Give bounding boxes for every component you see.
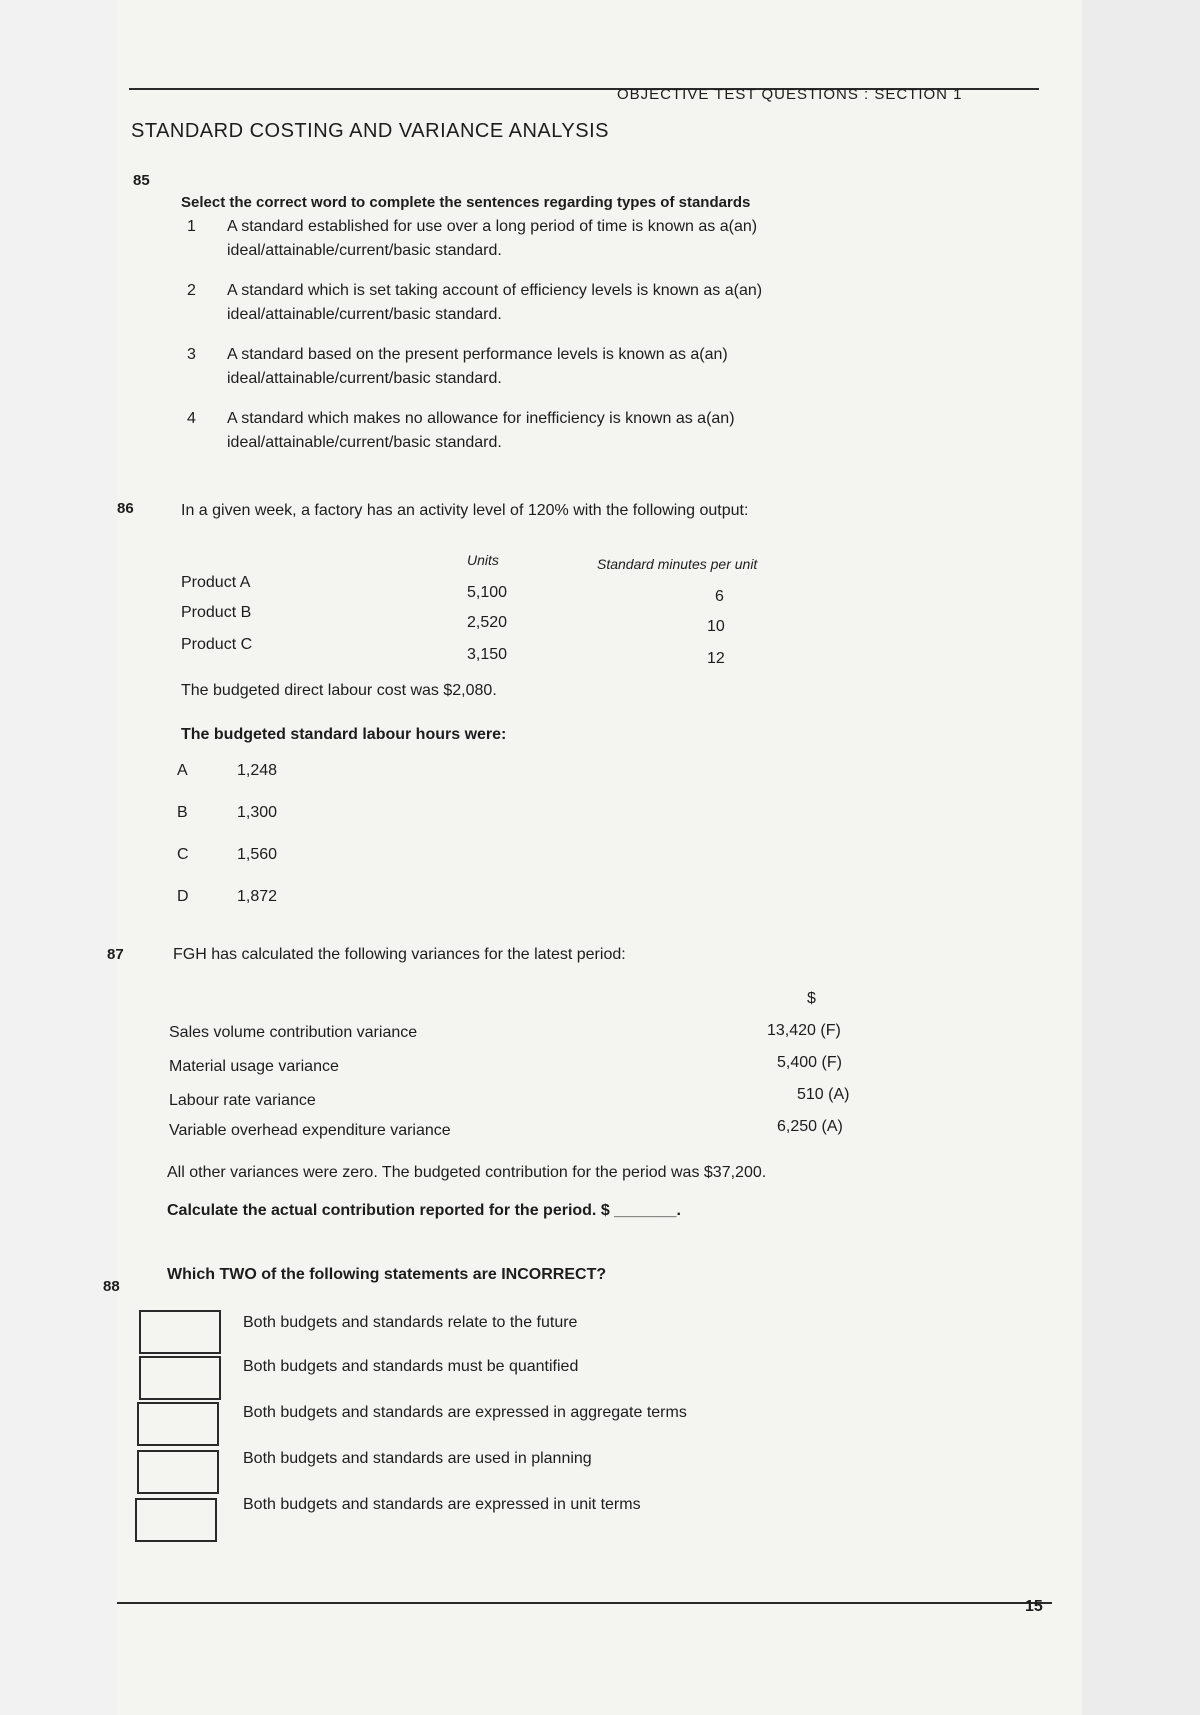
item-line: A standard established for use over a long period of time is known as a(an) — [227, 218, 758, 235]
question-number: 85 — [133, 172, 150, 189]
item-line: A standard which is set taking account of efficiency levels is known as a(an) — [227, 282, 763, 299]
answer-option: Both budgets and standards must be quantified — [243, 1358, 579, 1375]
option-value: 1,560 — [237, 846, 278, 863]
table-cell-minutes: 6 — [715, 588, 724, 605]
table-row-product: Product A — [181, 574, 251, 591]
option-letter: A — [177, 762, 188, 779]
variance-value: 13,420 (F) — [767, 1022, 841, 1039]
question-prompt: Which TWO of the following statements are INCORRECT? — [167, 1266, 607, 1283]
question-text: The budgeted standard labour hours were: — [181, 726, 507, 743]
question-number: 86 — [117, 500, 134, 517]
item-line: ideal/attainable/current/basic standard. — [227, 306, 502, 323]
answer-checkbox[interactable] — [135, 1498, 217, 1542]
option-letter: B — [177, 804, 188, 821]
answer-option: Both budgets and standards are expressed in unit terms — [243, 1496, 641, 1513]
answer-checkbox[interactable] — [139, 1356, 221, 1400]
column-header-units: Units — [467, 552, 499, 568]
table-cell-minutes: 12 — [707, 650, 725, 667]
table-cell-units: 2,520 — [467, 614, 508, 631]
variance-label: Material usage variance — [169, 1058, 339, 1075]
table-cell-minutes: 10 — [707, 618, 725, 635]
footer-rule — [117, 1602, 1052, 1604]
option-value: 1,872 — [237, 888, 278, 905]
page-number: 15 — [1025, 1598, 1043, 1615]
answer-checkbox[interactable] — [137, 1450, 219, 1494]
question-prompt: FGH has calculated the following variances for the latest period: — [173, 946, 626, 963]
item-line: ideal/attainable/current/basic standard. — [227, 434, 502, 451]
question-prompt: In a given week, a factory has an activity level of 120% with the following output: — [181, 502, 749, 519]
answer-option: Both budgets and standards are used in planning — [243, 1450, 592, 1467]
item-number: 2 — [187, 282, 196, 299]
item-line: A standard which makes no allowance for inefficiency is known as a(an) — [227, 410, 735, 427]
option-letter: D — [177, 888, 189, 905]
item-number: 4 — [187, 410, 196, 427]
answer-option: Both budgets and standards relate to the future — [243, 1314, 578, 1331]
section-header: OBJECTIVE TEST QUESTIONS : SECTION 1 — [617, 86, 963, 103]
option-letter: C — [177, 846, 189, 863]
question-text: Calculate the actual contribution reported for the period. $ _______. — [167, 1202, 681, 1219]
item-number: 1 — [187, 218, 196, 235]
column-header-minutes: Standard minutes per unit — [597, 556, 758, 572]
table-row-product: Product C — [181, 636, 253, 653]
item-number: 3 — [187, 346, 196, 363]
variance-note: All other variances were zero. The budgeted contribution for the period was $37,200. — [167, 1164, 767, 1181]
variance-value: 6,250 (A) — [777, 1118, 843, 1135]
table-row-product: Product B — [181, 604, 252, 621]
question-number: 87 — [107, 946, 124, 963]
question-prompt: Select the correct word to complete the sentences regarding types of standards — [181, 194, 751, 211]
right-page-edge — [1082, 0, 1200, 1715]
variance-label: Variable overhead expenditure variance — [169, 1122, 451, 1139]
left-margin — [0, 0, 117, 1715]
item-line: A standard based on the present performance levels is known as a(an) — [227, 346, 728, 363]
page-title: STANDARD COSTING AND VARIANCE ANALYSIS — [131, 120, 609, 142]
table-cell-units: 3,150 — [467, 646, 508, 663]
option-value: 1,300 — [237, 804, 278, 821]
variance-value: 5,400 (F) — [777, 1054, 842, 1071]
option-value: 1,248 — [237, 762, 278, 779]
table-cell-units: 5,100 — [467, 584, 508, 601]
item-line: ideal/attainable/current/basic standard. — [227, 242, 502, 259]
answer-checkbox[interactable] — [137, 1402, 219, 1446]
answer-option: Both budgets and standards are expressed in aggregate terms — [243, 1404, 687, 1421]
variance-label: Sales volume contribution variance — [169, 1024, 418, 1041]
answer-checkbox[interactable] — [139, 1310, 221, 1354]
document-page — [103, 0, 1082, 1715]
variance-label: Labour rate variance — [169, 1092, 316, 1109]
question-number: 88 — [103, 1278, 120, 1295]
budget-text: The budgeted direct labour cost was $2,080. — [181, 682, 497, 699]
variance-value: 510 (A) — [797, 1086, 850, 1103]
currency-header: $ — [807, 990, 816, 1007]
item-line: ideal/attainable/current/basic standard. — [227, 370, 502, 387]
